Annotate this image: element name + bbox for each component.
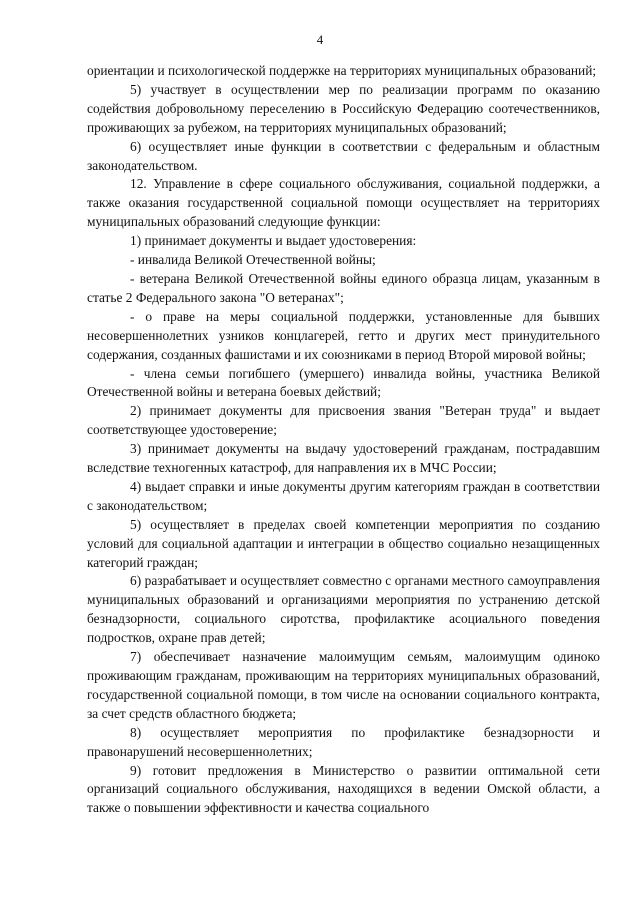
paragraph-continuation: ориентации и психологической поддержке на территориях муниципальных образований; <box>87 63 597 78</box>
paragraph-dash-4: - члена семьи погибшего (умершего) инвалида войны, участника Великой Отечественной войны и ветерана боевых действий; <box>87 365 600 400</box>
document-body <box>87 62 600 818</box>
paragraph-item-8: 8) осуществляет мероприятия по профилактике безнадзорности и правонарушений несовершеннолетних; <box>87 724 600 759</box>
page-number: 4 <box>316 32 324 47</box>
paragraph-item-6b: 6) разрабатывает и осуществляет совместно с органами местного самоуправления муниципальных образований и организациями мероприятия по устранению детской безнадзорности, социального сиротства, профилактике асоциального поведения подростков, охране прав детей; <box>87 573 600 646</box>
paragraph-dash-2: - ветерана Великой Отечественной войны единого образца лицам, указанным в статье 2 Федерального закона "О ветеранах"; <box>87 270 600 305</box>
paragraph-item-4: 4) выдает справки и иные документы другим категориям граждан в соответствии с законодательством; <box>87 478 600 513</box>
paragraph-item-3: 3) принимает документы на выдачу удостоверений гражданам, пострадавшим вследствие техногенных катастроф, для направления их в МЧС России; <box>87 441 600 476</box>
paragraph-item-6: 6) осуществляет иные функции в соответствии с федеральным и областным законодательством. <box>87 138 600 173</box>
paragraph-dash-1: - инвалида Великой Отечественной войны; <box>130 252 376 268</box>
paragraph-item-5: 5) участвует в осуществлении мер по реализации программ по оказанию содействия добровольному переселению в Российскую Федерацию соотечественников, проживающих за рубежом, на территориях муниципальных образований; <box>87 81 600 135</box>
paragraph-item-2: 2) принимает документы для присвоения звания "Ветеран труда" и выдает соответствующее удостоверение; <box>87 403 600 438</box>
paragraph-item-5b: 5) осуществляет в пределах своей компетенции мероприятия по созданию условий для социальной адаптации и интеграции в общество социально незащищенных категорий граждан; <box>87 516 600 570</box>
paragraph-section-12: 12. Управление в сфере социального обслуживания, социальной поддержки, а также оказания государственной социальной помощи осуществляет на территориях муниципальных образований следующие функции: <box>87 176 600 230</box>
paragraph-item-1: 1) принимает документы и выдает удостоверения: <box>130 233 417 249</box>
paragraph-dash-3: - о праве на меры социальной поддержки, установленные для бывших несовершеннолетних узников концлагерей, гетто и других мест принудительного содержания, созданных фашистами и их союзниками в период Второй мировой войны; <box>87 308 600 362</box>
paragraph-item-7: 7) обеспечивает назначение малоимущим семьям, малоимущим одиноко проживающим гражданам, проживающим на территориях муниципальных образований, государственной социальной помощи, в том числе на основании социального контракта, за счет средств областного бюджета; <box>87 649 600 721</box>
paragraph-item-9: 9) готовит предложения в Министерство о развитии оптимальной сети организаций социального обслуживания, находящихся в ведении Омской области, а также о повышении эффективности и качества социального <box>87 762 600 816</box>
